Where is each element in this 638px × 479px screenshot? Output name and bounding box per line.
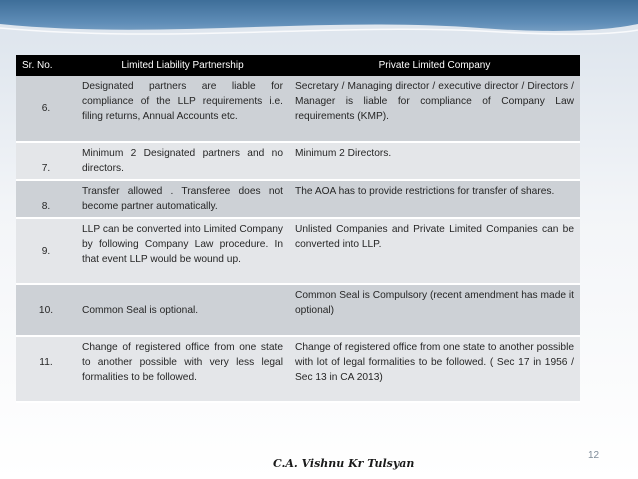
llp-cell: Minimum 2 Designated partners and no directors.: [76, 142, 289, 180]
page-number: 12: [588, 450, 600, 461]
company-cell: Minimum 2 Directors.: [289, 142, 580, 180]
header-private-company: Private Limited Company: [289, 55, 580, 76]
top-banner: [0, 0, 638, 38]
row-number: 8.: [16, 180, 76, 218]
header-llp: Limited Liability Partnership: [76, 55, 289, 76]
llp-cell: Change of registered office from one state to another possible with very less legal formalities to be followed.: [76, 336, 289, 402]
row-number: 6.: [16, 76, 76, 142]
company-cell: Change of registered office from one state to another possible with lot of legal formalities to be followed. ( Sec 17 in 1956 / Sec 13 in CA 2013): [289, 336, 580, 402]
table-row: [16, 284, 580, 336]
table-header-row: [16, 55, 580, 76]
company-cell: Secretary / Managing director / executive director / Directors / Manager is liable for compliance of Company Law requirements (KMP).: [289, 76, 580, 142]
llp-cell: Common Seal is optional.: [76, 284, 289, 336]
row-number: 7.: [16, 142, 76, 180]
table-row: [16, 142, 580, 180]
header-sr-no: Sr. No.: [16, 55, 76, 76]
company-cell: The AOA has to provide restrictions for transfer of shares.: [289, 180, 580, 218]
table-row: [16, 336, 580, 402]
row-number: 11.: [16, 336, 76, 402]
table-row: [16, 218, 580, 284]
llp-cell: LLP can be converted into Limited Company by following Company Law procedure. In that event LLP would be wound up.: [76, 218, 289, 284]
table-row: [16, 76, 580, 142]
llp-cell: Designated partners are liable for compliance of the LLP requirements i.e. filing returns, Annual Accounts etc.: [76, 76, 289, 142]
row-number: 10.: [16, 284, 76, 336]
comparison-table: [16, 55, 580, 403]
table-row: [16, 180, 580, 218]
company-cell: Unlisted Companies and Private Limited Companies can be converted into LLP.: [289, 218, 580, 284]
company-cell: Common Seal is Compulsory (recent amendment has made it optional): [289, 284, 580, 336]
llp-cell: Transfer allowed . Transferee does not become partner automatically.: [76, 180, 289, 218]
author-signature: C.A. Vishnu Kr Tulsyan: [273, 457, 415, 470]
row-number: 9.: [16, 218, 76, 284]
